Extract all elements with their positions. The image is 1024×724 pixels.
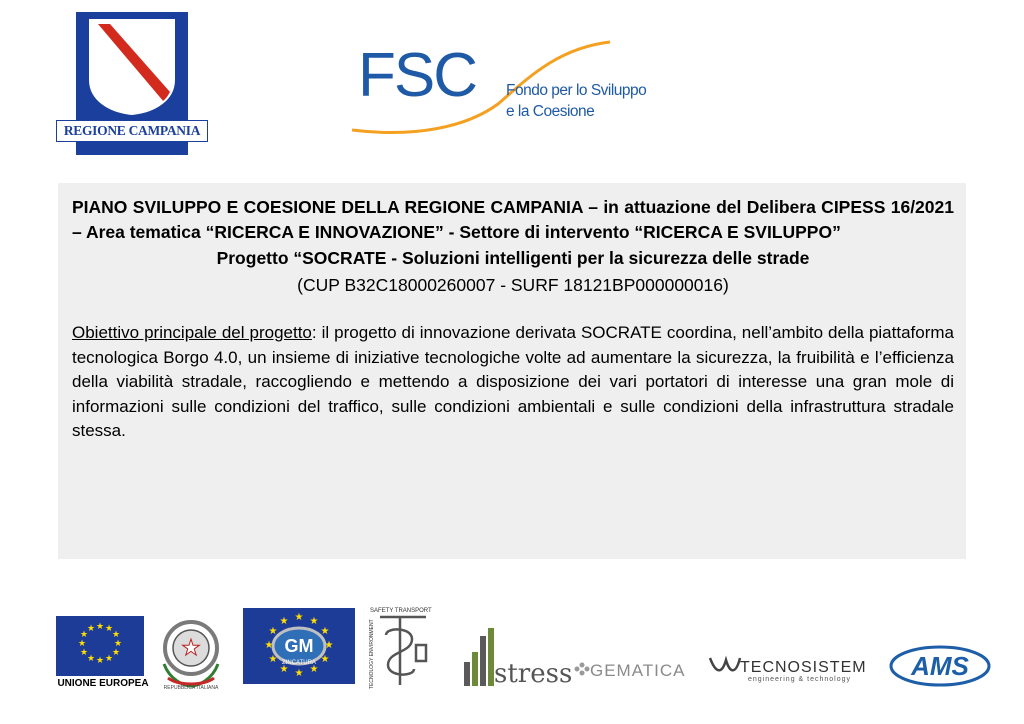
italian-emblem-icon (156, 614, 226, 690)
tsp-logo (366, 605, 434, 691)
gm-zincatura-logo (243, 608, 355, 684)
regione-campania-logo (56, 12, 208, 155)
svg-text:★: ★ (320, 626, 330, 637)
project-info-content (72, 195, 954, 444)
svg-text:★: ★ (113, 639, 123, 649)
tsp-side-text: TECNOLOGY ENVIRONMENT (369, 619, 375, 689)
gematica-text: GEMATICA (590, 661, 686, 680)
tsp-top-text: SAFETY TRANSPORT (370, 608, 432, 614)
svg-text:★: ★ (324, 640, 334, 651)
ams-icon (888, 644, 992, 688)
svg-text:★: ★ (279, 664, 289, 675)
svg-text:★: ★ (181, 636, 201, 661)
fsc-logo (348, 38, 668, 138)
svg-text:★: ★ (264, 640, 274, 651)
svg-text:★: ★ (279, 616, 289, 627)
fsc-acronym: FSC (358, 41, 476, 110)
svg-text:★: ★ (320, 654, 330, 665)
svg-text:★: ★ (111, 648, 121, 658)
emblem-caption: REPUBBLICA ITALIANA (163, 685, 219, 691)
gm-subtext: ZINCATURA (282, 660, 316, 666)
project-objective (72, 321, 954, 444)
italian-republic-emblem (156, 614, 226, 690)
eu-label: UNIONE EUROPEA (57, 678, 149, 689)
eu-flag-logo (56, 616, 144, 676)
campania-shield-icon (84, 18, 180, 116)
svg-text:★: ★ (111, 630, 121, 640)
svg-text:★: ★ (309, 616, 319, 627)
tecnosistem-subtext: engineering & technology (748, 676, 852, 683)
fsc-subtitle (506, 80, 646, 122)
tecnosistem-logo (708, 652, 868, 684)
tecnosistem-text: TECNOSISTEM (740, 659, 867, 676)
program-heading: PIANO SVILUPPO E COESIONE DELLA REGIONE CAMPANIA – in attuazione del Delibera CIPESS 16/2021 – Area tematica “RICERCA E INNOVAZIONE” - Settore di intervento “RICERCA E SVILUPPO” (72, 197, 954, 242)
gematica-logo (572, 656, 702, 682)
regione-campania-label: REGIONE CAMPANIA (56, 120, 208, 142)
fsc-subtitle-line1: Fondo per lo Sviluppo (506, 82, 647, 99)
svg-text:★: ★ (86, 624, 96, 634)
objective-text: : il progetto di innovazione derivata SOCRATE coordina, nell’ambito della piattaforma tecnologica Borgo 4.0, un insieme di iniziative tecnologiche volte ad aumentare la sicurezza, la fruibilità e l’efficienza della viabilità stradale, raccogliendo e mettendo a disposizione dei vari portatori di interesse una gran mole di informazioni sulle condizioni del traffico, sulle condizioni ambientali e sulle condizioni della infrastruttura stradale stessa. (72, 323, 954, 440)
gematica-icon (572, 656, 702, 682)
svg-text:★: ★ (294, 612, 304, 623)
tsp-icon (366, 605, 434, 691)
svg-text:★: ★ (95, 622, 105, 632)
fsc-subtitle-line2: e la Coesione (506, 103, 595, 120)
project-codes: (CUP B32C18000260007 - SURF 18121BP000000016) (297, 275, 729, 295)
svg-text:★: ★ (268, 654, 278, 665)
svg-text:★: ★ (104, 624, 114, 634)
svg-text:★: ★ (294, 668, 304, 679)
gm-zincatura-icon (243, 608, 355, 684)
svg-text:★: ★ (79, 630, 89, 640)
svg-text:★: ★ (95, 656, 105, 666)
svg-text:★: ★ (268, 626, 278, 637)
stress-text: stress (494, 659, 573, 689)
stress-logo (460, 626, 573, 690)
svg-text:★: ★ (104, 654, 114, 664)
project-info-panel (58, 183, 966, 559)
svg-text:★: ★ (77, 639, 87, 649)
svg-text:★: ★ (79, 648, 89, 658)
ams-logo (888, 644, 992, 688)
project-title: Progetto “SOCRATE - Soluzioni intelligenti per la sicurezza delle strade (216, 248, 810, 268)
tecnosistem-icon (708, 652, 868, 684)
ams-text: AMS (911, 651, 969, 681)
eu-stars-icon (56, 616, 144, 676)
svg-text:★: ★ (309, 664, 319, 675)
gm-text: GM (284, 636, 314, 656)
objective-label: Obiettivo principale del progetto (72, 323, 312, 342)
svg-text:★: ★ (86, 654, 96, 664)
stress-icon (460, 626, 573, 690)
